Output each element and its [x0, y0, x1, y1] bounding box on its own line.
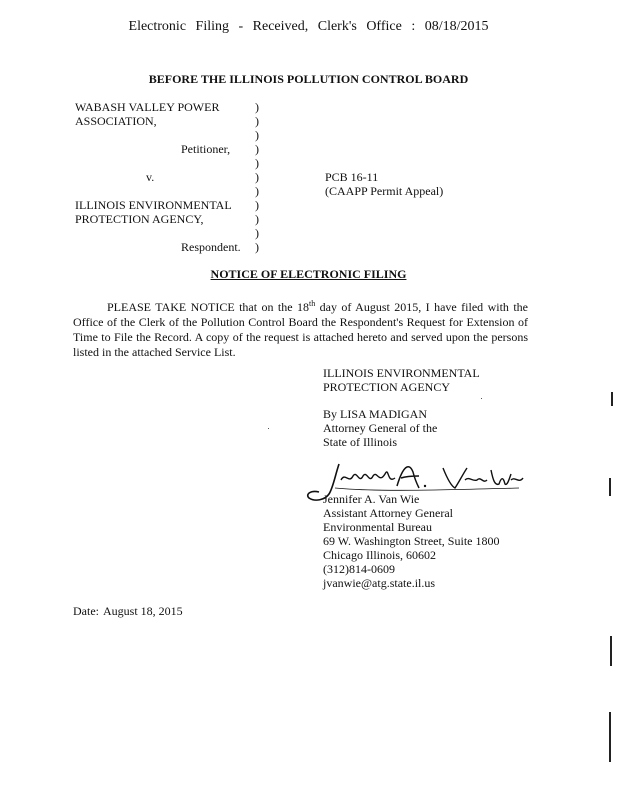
scan-speck [268, 428, 269, 429]
versus: v. [146, 170, 155, 184]
scan-margin-mark [611, 392, 613, 406]
signer-email[interactable]: jvanwie@atg.state.il.us [323, 576, 436, 590]
caption-paren: ) [255, 212, 259, 226]
caption-paren: ) [255, 142, 259, 156]
agency-line1: ILLINOIS ENVIRONMENTAL [323, 366, 480, 380]
respondent-name-line1: ILLINOIS ENVIRONMENTAL [75, 198, 232, 212]
scan-margin-mark [610, 636, 612, 666]
board-title: BEFORE THE ILLINOIS POLLUTION CONTROL BOARD [148, 72, 469, 86]
signer-bureau: Environmental Bureau [323, 520, 432, 534]
signer-name: Jennifer A. Van Wie [323, 492, 420, 506]
date-value: August 18, 2015 [103, 604, 183, 618]
agency-line2: PROTECTION AGENCY [323, 380, 451, 394]
notice-body [73, 296, 528, 360]
caption-paren: ) [255, 170, 259, 184]
caption-paren: ) [255, 226, 259, 240]
date-label: Date: [73, 604, 99, 618]
case-type: (CAAPP Permit Appeal) [325, 184, 444, 198]
ag-state: State of Illinois [323, 435, 397, 449]
scan-margin-mark [609, 478, 611, 496]
scan-margin-mark [609, 712, 611, 762]
respondent-name-line2: PROTECTION AGENCY, [75, 212, 204, 226]
caption-paren: ) [255, 128, 259, 142]
case-number: PCB 16-11 [325, 170, 379, 184]
ag-title: Attorney General of the [323, 421, 438, 435]
filing-stamp: Electronic Filing - Received, Clerk's Office : 08/18/2015 [128, 19, 489, 34]
caption-paren: ) [255, 114, 259, 128]
signer-street: 69 W. Washington Street, Suite 1800 [323, 534, 500, 548]
notice-text-sup: th [309, 299, 316, 308]
by-line: By LISA MADIGAN [323, 407, 428, 421]
petitioner-role: Petitioner, [181, 142, 231, 156]
caption-paren: ) [255, 240, 259, 254]
caption-paren: ) [255, 198, 259, 212]
signer-city: Chicago Illinois, 60602 [323, 548, 436, 562]
caption-paren: ) [255, 100, 259, 114]
notice-text-b: day of August 2015, I have filed with the Office of the Clerk of the Pollution Control Board the Respondent's Request for Extension of Time to File the Record. A copy of the request is attached hereto and served upon the persons listed in the attached Service List. [73, 300, 528, 359]
petitioner-name-line1: WABASH VALLEY POWER [75, 100, 220, 114]
notice-text-a: PLEASE TAKE NOTICE that on the 18 [107, 300, 309, 314]
caption-paren: ) [255, 184, 259, 198]
signer-phone: (312)814-0609 [323, 562, 395, 576]
petitioner-name-line2: ASSOCIATION, [75, 114, 157, 128]
respondent-role: Respondent. [181, 240, 241, 254]
signer-title: Assistant Attorney General [323, 506, 453, 520]
caption-paren: ) [255, 156, 259, 170]
notice-title: NOTICE OF ELECTRONIC FILING [210, 267, 407, 281]
scan-speck [481, 398, 482, 399]
